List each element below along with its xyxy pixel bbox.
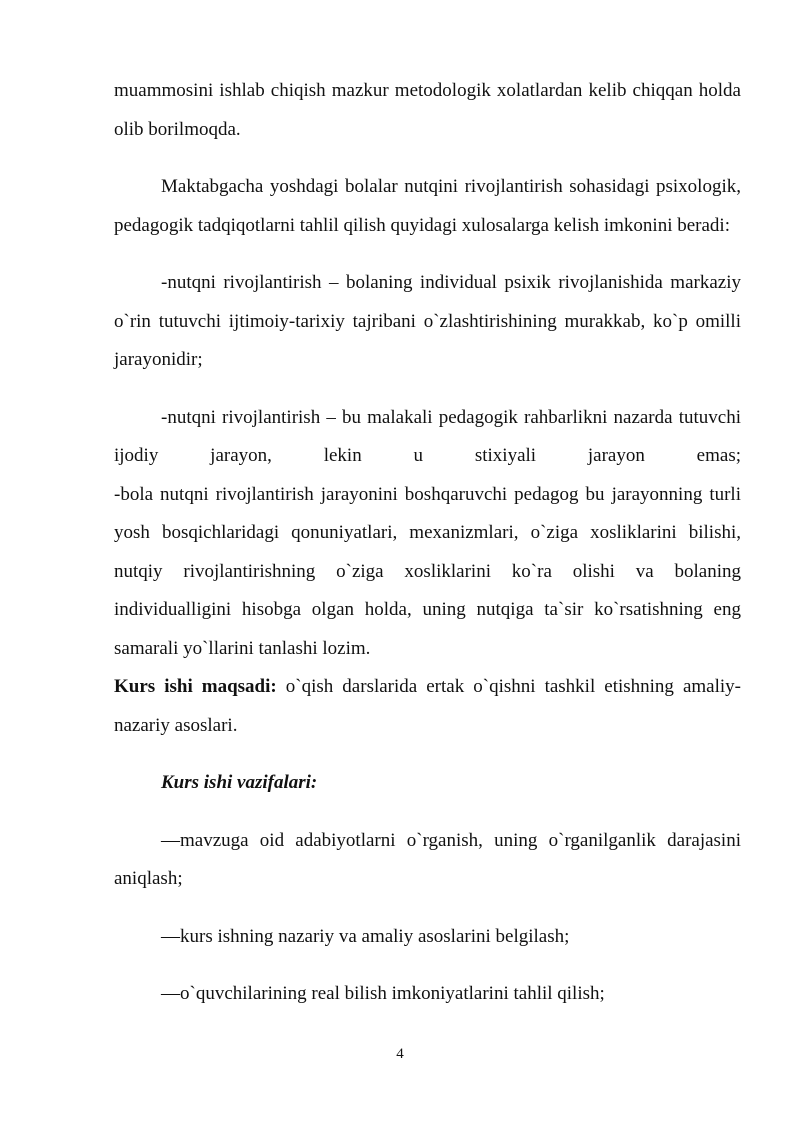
paragraph-intro: Maktabgacha yoshdagi bolalar nutqini rivojlantirish sohasidagi psixologik, pedagogik tadqiqotlarni tahlil qilish quyidagi xulosalarga kelish imkonini beradi: — [114, 176, 741, 236]
task-item-1: —mavzuga oid adabiyotlarni o`rganish, uning o`rganilganlik darajasini aniqlash; — [114, 829, 741, 889]
goal-text: o`qish darslarida ertak o`qishni tashkil etishning amaliy-nazariy asoslari. — [114, 676, 742, 736]
paragraph-point-3: -bola nutqni rivojlantirish jarayonini boshqaruvchi pedagog bu jarayonning turli yosh bosqichlaridagi qonuniyatlari, mexanizmlari, o`ziga xosliklarini bilishi, nutqiy rivojlantirishning o`ziga xosliklarini ko`ra olishi va bolaning individualligini hisobga olgan holda, uning nutqiga ta`sir ko`rsatishning eng samarali yo`llarini tanlashi lozim. — [114, 483, 741, 659]
paragraph-point-2: -nutqni rivojlantirish – bu malakali pedagogik rahbarlikni nazarda tutuvchi ijodiy jarayon, lekin u stixiyali jarayon emas; — [114, 406, 741, 466]
task-item-2: —kurs ishning nazariy va amaliy asoslarini belgilash; — [161, 925, 570, 947]
paragraph-continuation: muammosini ishlab chiqish mazkur metodologik xolatlardan kelib chiqqan holda olib borilmoqda. — [114, 80, 741, 140]
page-number: 4 — [396, 1046, 404, 1062]
task-item-3: —o`quvchilarining real bilish imkoniyatlarini tahlil qilish; — [161, 983, 605, 1004]
page-body — [114, 72, 741, 1014]
paragraph-point-1: -nutqni rivojlantirish – bolaning individual psixik rivojlanishida markaziy o`rin tutuvchi ijtimoiy-tarixiy tajribani o`zlashtirishining murakkab, ko`p omilli jarayonidir; — [114, 272, 741, 370]
tasks-heading: Kurs ishi vazifalari: — [161, 772, 318, 793]
paragraph-goal — [114, 668, 741, 745]
goal-label: Kurs ishi maqsadi: — [114, 676, 277, 697]
